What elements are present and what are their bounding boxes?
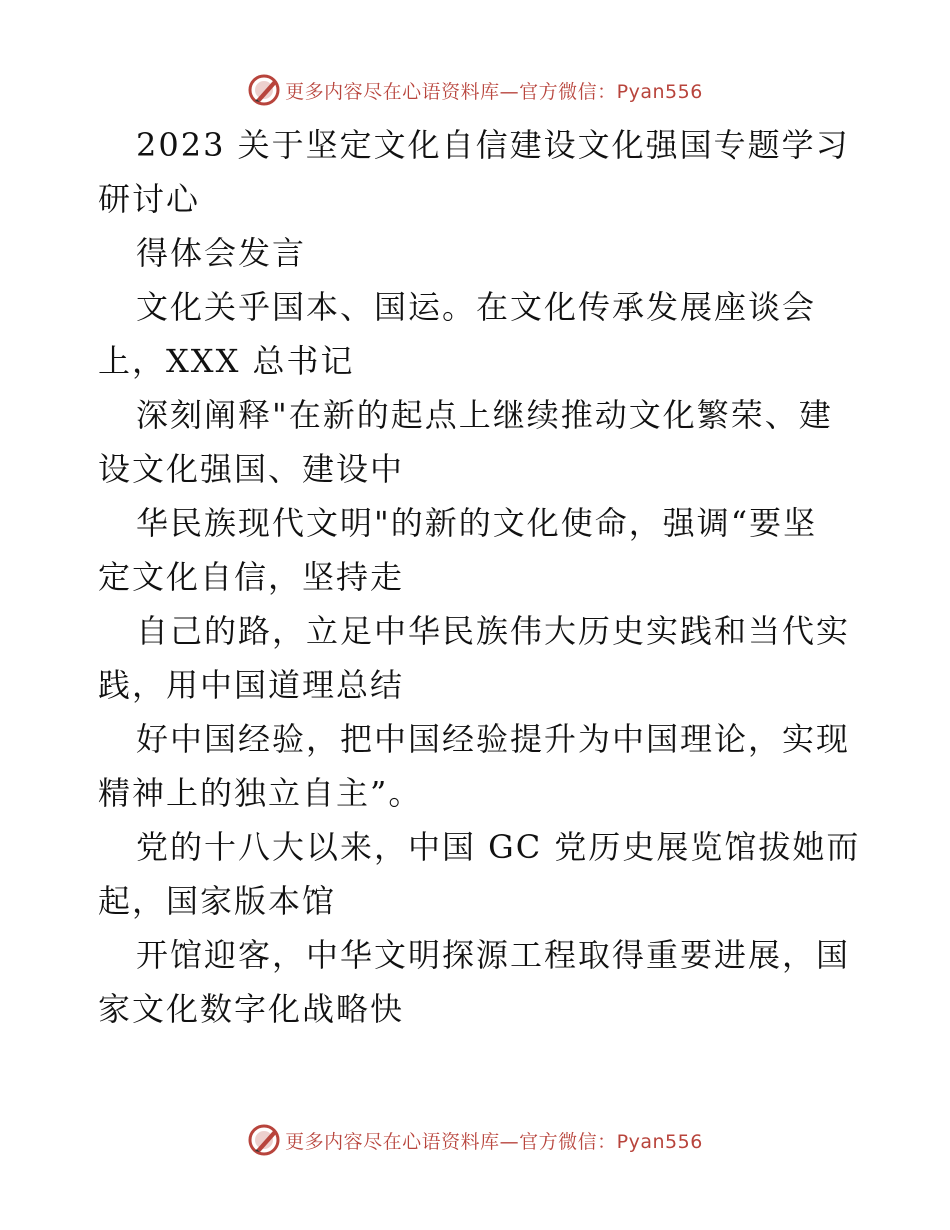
document-body — [98, 118, 861, 1036]
paragraph-line: 深刻阐释"在新的起点上继续推动文化繁荣、建 — [136, 396, 833, 434]
watermark-text-bottom: 更多内容尽在心语资料库—官方微信：Pyan556 — [285, 1130, 703, 1153]
paragraph-line: 文化关乎国本、国运。在文化传承发展座谈会 — [136, 288, 817, 326]
paragraph-line: 上，XXX 总书记 — [98, 342, 355, 380]
watermark-banner-top — [0, 70, 950, 110]
paragraph-line: 党的十八大以来，中国 GC 党历史展览馆拔她而 — [136, 828, 861, 866]
watermark-banner-bottom — [0, 1120, 950, 1160]
document-title-line-1: 2023 关于坚定文化自信建设文化强国专题学习 — [136, 126, 850, 164]
paragraph-line: 践，用中国道理总结 — [98, 666, 405, 704]
watermark-text-top: 更多内容尽在心语资料库—官方微信：Pyan556 — [285, 80, 703, 103]
paragraph-line: 华民族现代文明"的新的文化使命，强调“要坚 — [136, 504, 818, 542]
paragraph-line: 开馆迎客，中华文明探源工程取得重要进展，国 — [136, 936, 851, 974]
paragraph-line: 精神上的独立自主”。 — [98, 774, 423, 812]
paragraph-line: 自己的路，立足中华民族伟大历史实践和当代实 — [136, 612, 851, 650]
document-title-line-2: 研讨心 — [98, 180, 201, 218]
paragraph-line: 家文化数字化战略快 — [98, 990, 405, 1028]
paragraph-line: 好中国经验，把中国经验提升为中国理论，实现 — [136, 720, 851, 758]
document-title-line-3: 得体会发言 — [136, 234, 307, 272]
paragraph-line: 定文化自信，坚持走 — [98, 558, 405, 596]
paragraph-line: 起，国家版本馆 — [98, 882, 337, 920]
pen-logo-icon — [247, 1123, 281, 1157]
pen-logo-icon — [247, 73, 281, 107]
paragraph-line: 设文化强国、建设中 — [98, 450, 405, 488]
